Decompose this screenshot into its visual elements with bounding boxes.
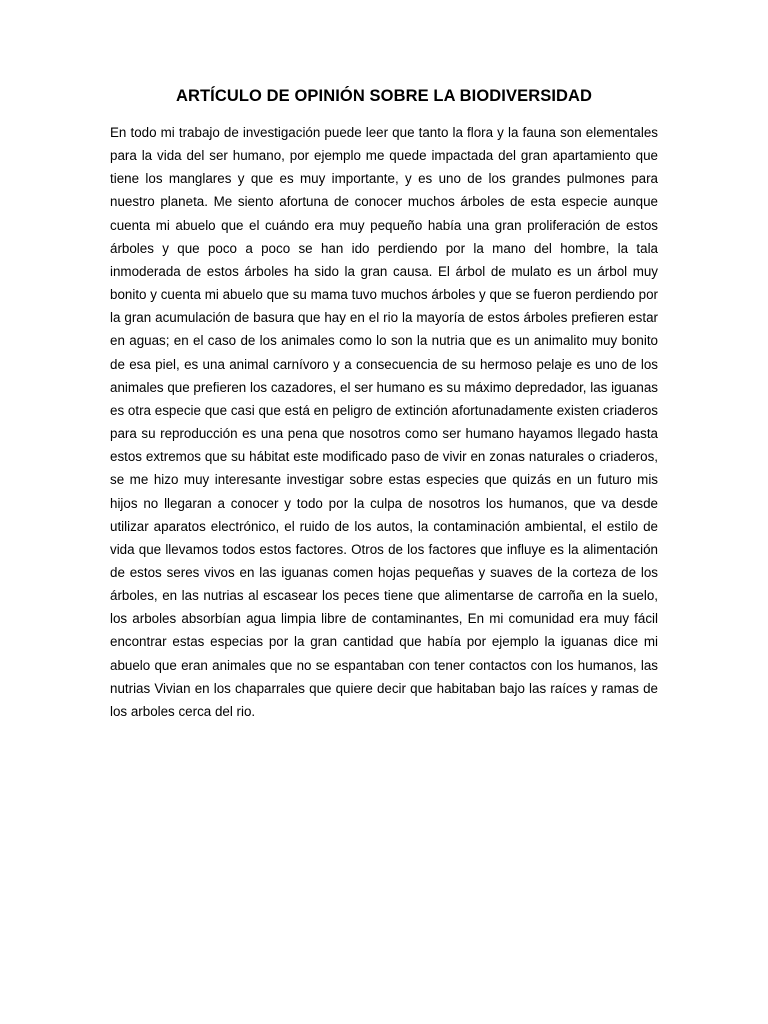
document-title: ARTÍCULO DE OPINIÓN SOBRE LA BIODIVERSIDAD [175, 87, 593, 105]
document-body-paragraph: En todo mi trabajo de investigación puede leer que tanto la flora y la fauna son elementales para la vida del ser humano, por ejemplo me quede impactada del gran apartamiento que tiene los manglares y que es muy importante, y es uno de los grandes pulmones para nuestro planeta. Me siento afortuna de conocer muchos árboles de esta especie aunque cuenta mi abuelo que el cuándo era muy pequeño había una gran proliferación de estos árboles y que poco a poco se han ido perdiendo por la mano del hombre, la tala inmoderada de estos árboles ha sido la gran causa. El árbol de mulato es un árbol muy bonito y cuenta mi abuelo que su mama tuvo muchos árboles y que se fueron perdiendo por la gran acumulación de basura que hay en el rio la mayoría de estos árboles prefieren estar en aguas; en el caso de los animales como lo son la nutria que es un animalito muy bonito de esa piel, es una animal carnívoro y a consecuencia de su hermoso pelaje es uno de los animales que prefieren los cazadores, el ser humano es su máximo depredador, las iguanas es otra especie que casi que está en peligro de extinción afortunadamente existen criaderos para su reproducción es una pena que nosotros como ser humano hayamos llegado hasta estos extremos que su hábitat este modificado paso de vivir en zonas naturales o criaderos, se me hizo muy interesante investigar sobre estas especies que quizás en un futuro mis hijos no llegaran a conocer y todo por la culpa de nosotros los humanos, que va desde utilizar aparatos electrónico, el ruido de los autos, la contaminación ambiental, el estilo de vida que llevamos todos estos factores. Otros de los factores que influye es la alimentación de estos seres vivos en las iguanas comen hojas pequeñas y suaves de la corteza de los árboles, en las nutrias al escasear los peces tiene que alimentarse de carroña en la suelo, los arboles absorbían agua limpia libre de contaminantes, En mi comunidad era muy fácil encontrar estas especias por la gran cantidad que había por ejemplo la iguanas dice mi abuelo que eran animales que no se espantaban con tener contactos con los humanos, las nutrias Vivian en los chaparrales que quiere decir que habitaban bajo las raíces y ramas de los arboles cerca del rio. [110, 125, 658, 719]
